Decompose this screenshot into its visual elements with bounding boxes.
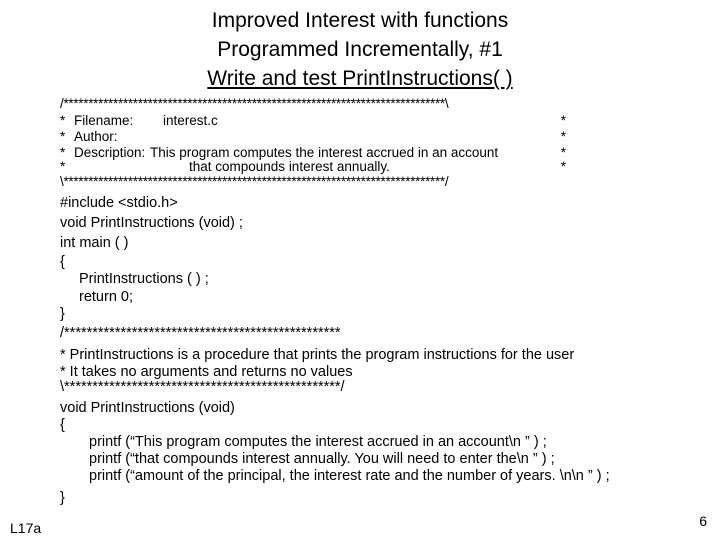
code-open-brace-2: { bbox=[60, 417, 65, 433]
code-include: #include <stdio.h> bbox=[60, 195, 178, 211]
comment-top-border: /*****************************************************************************\ bbox=[60, 96, 449, 111]
code-printf-2: printf (“that compounds interest annually. You will need to enter the\n ” ) ; bbox=[89, 451, 555, 467]
slide-title bbox=[100, 6, 620, 93]
code-open-brace: { bbox=[60, 254, 65, 270]
comment-line-author: * Author: * bbox=[60, 129, 566, 144]
comment-bottom-border: \*****************************************************************************/ bbox=[60, 174, 449, 189]
code-close-brace-2: } bbox=[60, 490, 65, 506]
title-line-3: Write and test PrintInstructions( ) bbox=[207, 67, 513, 90]
comment-line-description: * Description: This program computes the interest accrued in an account * bbox=[60, 145, 566, 160]
slide-id: L17a bbox=[10, 520, 42, 536]
code-comment-line-2: * It takes no arguments and returns no values bbox=[60, 364, 353, 380]
page-number: 6 bbox=[699, 513, 707, 529]
code-return-statement: return 0; bbox=[79, 289, 133, 305]
code-printf-1: printf (“This program computes the interest accrued in an account\n ” ) ; bbox=[89, 434, 547, 450]
code-prototype: void PrintInstructions (void) ; bbox=[60, 215, 243, 231]
code-printf-3: printf (“amount of the principal, the interest rate and the number of years. \n\n ” ) ; bbox=[89, 468, 610, 484]
title-line-1: Improved Interest with functions bbox=[211, 9, 509, 32]
code-function-signature: void PrintInstructions (void) bbox=[60, 400, 235, 416]
code-comment-bottom: \*************************************************/ bbox=[60, 379, 345, 395]
comment-line-description-cont: * that compounds interest annually. * bbox=[60, 159, 566, 174]
code-close-brace: } bbox=[60, 306, 65, 322]
code-main-signature: int main ( ) bbox=[60, 235, 129, 251]
code-comment-top: /************************************************* bbox=[60, 325, 341, 341]
code-call-statement: PrintInstructions ( ) ; bbox=[79, 271, 209, 287]
comment-line-filename: * Filename: interest.c * bbox=[60, 113, 566, 128]
title-line-2: Programmed Incrementally, #1 bbox=[217, 38, 503, 61]
code-comment-line-1: * PrintInstructions is a procedure that prints the program instructions for the user bbox=[60, 347, 575, 363]
